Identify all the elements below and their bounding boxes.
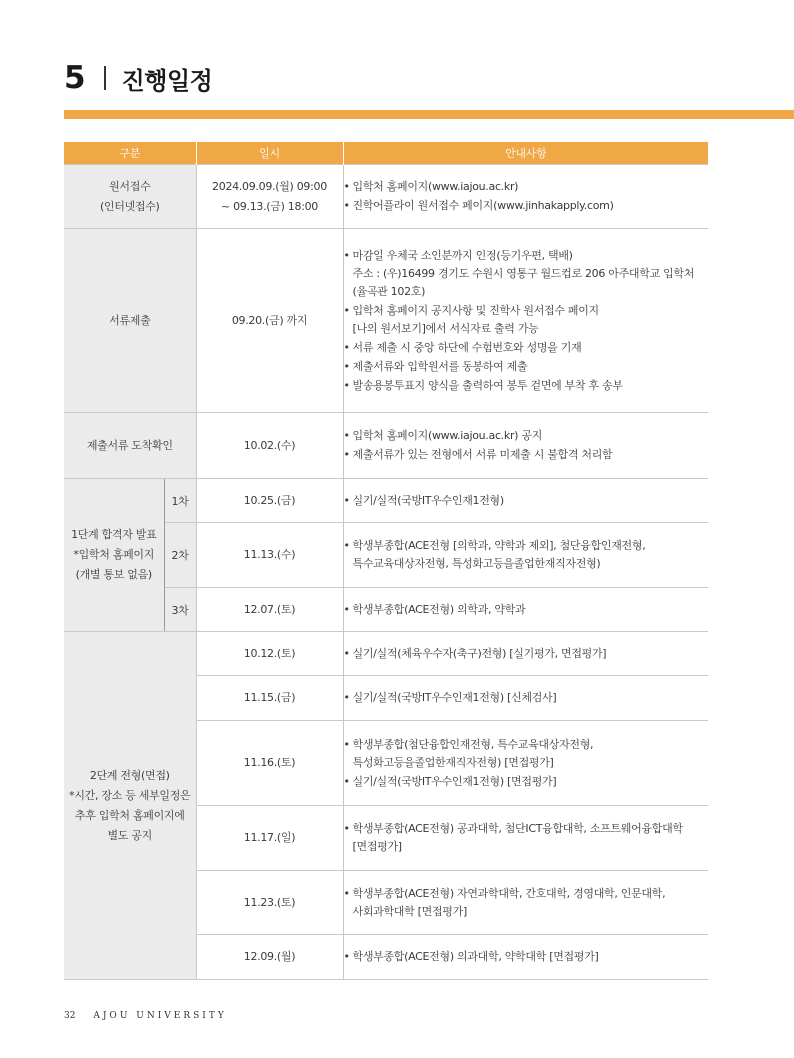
table-row (64, 413, 708, 479)
category-line: 추후 입학처 홈페이지에 (74, 808, 185, 822)
section-title: 진행일정 (121, 66, 213, 95)
note-item: • 실기/실적(국방IT우수인재1전형) [신체검사] (344, 689, 709, 707)
brand-name: AJOU UNIVERSITY (93, 1011, 227, 1021)
category-line: (개별 통보 없음) (75, 568, 152, 581)
category-line: *입학처 홈페이지 (73, 548, 155, 561)
table-row (64, 229, 708, 413)
category-line: 1단계 합격자 발표 (71, 528, 157, 541)
date-line: 10.02.(수) (243, 438, 296, 452)
table-row (64, 632, 708, 676)
notes-cell (343, 935, 708, 980)
note-item: • 입학처 홈페이지 공지사항 및 진학사 원서접수 페이지 [나의 원서보기]에서 서식자료 출력 가능 (344, 302, 709, 338)
header-category: 구분 (64, 142, 196, 165)
table-row (64, 479, 708, 523)
category-cell (64, 632, 196, 980)
note-item: • 마감일 우체국 소인분까지 인정(등기우편, 택배) 주소 : (우)16499 경기도 수원시 영통구 월드컵로 206 아주대학교 입학처 (율곡관 102호) (344, 247, 709, 301)
date-cell: 11.15.(금) (196, 676, 343, 721)
date-cell: 11.23.(토) (196, 871, 343, 935)
date-cell (196, 229, 343, 413)
table-header-row (64, 142, 708, 165)
category-line: *시간, 장소 등 세부일정은 (69, 788, 191, 802)
category-cell (64, 165, 196, 229)
header-notes: 안내사항 (343, 142, 708, 165)
header-date: 일시 (196, 142, 343, 165)
notes-cell (343, 588, 708, 632)
notes-cell (343, 229, 708, 413)
note-item: • 학생부종합(ACE전형) 자연과학대학, 간호대학, 경영대학, 인문대학, 사회과학대학 [면접평가] (344, 885, 709, 921)
note-item: • 학생부종합(ACE전형) 공과대학, 첨단ICT융합대학, 소프트웨어융합대학 [면접평가] (344, 820, 709, 856)
category-line: 제출서류 도착확인 (86, 438, 173, 452)
note-item: • 실기/실적(국방IT우수인재1전형) [면접평가] (344, 773, 709, 791)
note-item: • 입학처 홈페이지(www.iajou.ac.kr) 공지 (344, 427, 709, 445)
note-item: • 학생부종합(첨단융합인재전형, 특수교육대상자전형, 특성화고등을졸업한재직자전형) [면접평가] (344, 736, 709, 772)
notes-cell (343, 165, 708, 229)
date-cell: 12.09.(월) (196, 935, 343, 980)
date-cell (196, 413, 343, 479)
date-cell: 11.16.(토) (196, 721, 343, 806)
round-cell: 2차 (164, 523, 196, 588)
category-line: 별도 공지 (107, 828, 152, 842)
schedule-table (64, 142, 708, 980)
round-cell: 1차 (164, 479, 196, 523)
date-cell: 10.12.(토) (196, 632, 343, 676)
date-cell: 11.13.(수) (196, 523, 343, 588)
section-heading (64, 56, 212, 100)
notes-cell (343, 523, 708, 588)
table-row (64, 165, 708, 229)
category-line: 원서접수 (109, 179, 151, 193)
date-cell: 11.17.(일) (196, 806, 343, 871)
note-item: • 제출서류가 있는 전형에서 서류 미제출 시 불합격 처리함 (344, 446, 709, 464)
date-cell (196, 165, 343, 229)
date-line: 2024.09.09.(월) 09:00 (212, 179, 327, 193)
notes-cell (343, 413, 708, 479)
note-item: • 서류 제출 시 중앙 하단에 수험번호와 성명을 기재 (344, 339, 709, 357)
date-cell: 10.25.(금) (196, 479, 343, 523)
date-line: ~ 09.13.(금) 18:00 (220, 199, 318, 213)
notes-cell (343, 871, 708, 935)
notes-cell (343, 806, 708, 871)
date-line: 09.20.(금) 까지 (231, 313, 308, 327)
page-number: 32 (64, 1011, 76, 1021)
note-item: • 진학어플라이 원서접수 페이지(www.jinhakapply.com) (344, 197, 709, 215)
category-line: (인터넷접수) (99, 199, 160, 213)
note-item: • 학생부종합(ACE전형 [의학과, 약학과 제외], 첨단융합인재전형, 특수교육대상자전형, 특성화고등을졸업한재직자전형) (344, 537, 709, 573)
title-divider (104, 66, 106, 90)
section-number: 5 (64, 60, 86, 96)
notes-cell (343, 479, 708, 523)
note-item: • 발송용봉투표지 양식을 출력하여 봉투 겉면에 부착 후 송부 (344, 377, 709, 395)
category-cell (64, 479, 164, 632)
category-line: 서류제출 (109, 313, 151, 327)
date-cell: 12.07.(토) (196, 588, 343, 632)
notes-cell (343, 676, 708, 721)
accent-bar (64, 110, 794, 119)
note-item: • 입학처 홈페이지(www.iajou.ac.kr) (344, 178, 709, 196)
category-cell (64, 229, 196, 413)
notes-cell (343, 721, 708, 806)
category-cell (64, 413, 196, 479)
category-line: 2단계 전형(면접) (89, 768, 170, 782)
page-footer (64, 1011, 227, 1021)
note-item: • 제출서류와 입학원서를 동봉하여 제출 (344, 358, 709, 376)
note-item: • 실기/실적(국방IT우수인재1전형) (344, 492, 709, 510)
notes-cell (343, 632, 708, 676)
note-item: • 학생부종합(ACE전형) 의과대학, 약학대학 [면접평가] (344, 948, 709, 966)
round-cell: 3차 (164, 588, 196, 632)
note-item: • 학생부종합(ACE전형) 의학과, 약학과 (344, 601, 709, 619)
note-item: • 실기/실적(체육우수자(축구)전형) [실기평가, 면접평가] (344, 645, 709, 663)
